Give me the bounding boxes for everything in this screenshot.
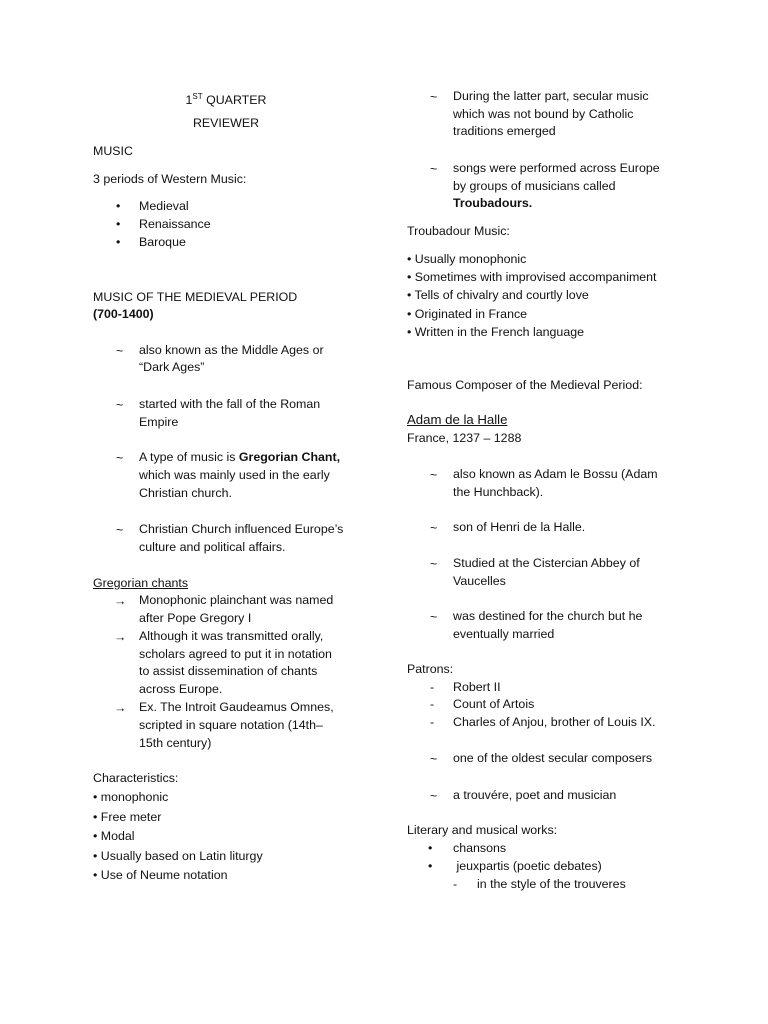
arrow-right-icon: → xyxy=(114,630,127,644)
composer-fact-line: son of Henri de la Halle. xyxy=(453,520,586,534)
patron-item: Robert II xyxy=(453,680,501,694)
period-item: Renaissance xyxy=(139,217,211,231)
tilde-icon: ~ xyxy=(116,344,124,358)
work-subitem: in the style of the trouveres xyxy=(477,877,626,891)
gregorian-heading: Gregorian chants xyxy=(93,576,189,590)
characteristic-item: • Use of Neume notation xyxy=(93,868,228,882)
gregorian-line: 15th century) xyxy=(139,736,212,750)
page-title xyxy=(93,88,359,110)
bullet-icon: • xyxy=(116,217,121,231)
characteristic-item: • Usually based on Latin liturgy xyxy=(93,849,263,863)
secular-fact-line: traditions emerged xyxy=(453,124,556,138)
characteristic-item: • monophonic xyxy=(93,790,169,804)
gregorian-chant-term: Gregorian Chant, xyxy=(238,450,341,464)
troubadour-item: • Usually monophonic xyxy=(407,252,527,266)
troubadour-item: • Written in the French language xyxy=(407,325,584,339)
medieval-heading: MUSIC OF THE MEDIEVAL PERIOD xyxy=(93,290,298,304)
tilde-icon: ~ xyxy=(116,523,124,537)
secular-fact-line: which was not bound by Catholic xyxy=(453,107,634,121)
tilde-icon: ~ xyxy=(430,90,438,104)
arrow-right-icon: → xyxy=(114,594,127,608)
tilde-icon: ~ xyxy=(116,451,124,465)
medieval-fact-line: Christian Church influenced Europe’s xyxy=(139,522,344,536)
composer-fact-line: the Hunchback). xyxy=(453,485,544,499)
gregorian-line: Ex. The Introit Gaudeamus Omnes, xyxy=(139,700,334,714)
tilde-icon: ~ xyxy=(430,521,438,535)
tilde-icon: ~ xyxy=(430,752,438,766)
composer-info: France, 1237 – 1288 xyxy=(407,431,522,445)
composer-fact-line: Vaucelles xyxy=(453,574,506,588)
tilde-icon: ~ xyxy=(430,468,438,482)
medieval-fact-line: “Dark Ages” xyxy=(139,360,205,374)
gregorian-line: scholars agreed to put it in notation xyxy=(139,647,332,661)
tilde-icon: ~ xyxy=(430,789,438,803)
medieval-years: (700-1400) xyxy=(93,307,154,321)
secular-fact-line: During the latter part, secular music xyxy=(453,89,649,103)
medieval-fact-line: also known as the Middle Ages or xyxy=(139,343,324,357)
secular-fact-line: songs were performed across Europe xyxy=(453,161,660,175)
title-rest: QUARTER xyxy=(202,93,267,108)
secular-fact-line: by groups of musicians called xyxy=(453,179,616,193)
medieval-fact-line: which was mainly used in the early xyxy=(139,468,330,482)
characteristic-item: • Modal xyxy=(93,829,135,843)
fact-text: A type of music is xyxy=(139,450,239,464)
tilde-icon: ~ xyxy=(116,398,124,412)
title-number: 1 xyxy=(185,93,193,108)
tilde-icon: ~ xyxy=(430,162,438,176)
gregorian-line: after Pope Gregory I xyxy=(139,611,252,625)
patrons-heading: Patrons: xyxy=(407,662,454,676)
composer-fact-line: was destined for the church but he xyxy=(453,609,643,623)
patron-item: Charles of Anjou, brother of Louis IX. xyxy=(453,715,656,729)
medieval-fact-line: started with the fall of the Roman xyxy=(139,397,321,411)
periods-heading: 3 periods of Western Music: xyxy=(93,172,247,186)
troubadour-item: • Originated in France xyxy=(407,307,528,321)
troubadour-item: • Sometimes with improvised accompaniment xyxy=(407,270,657,284)
characteristic-item: • Free meter xyxy=(93,810,162,824)
works-heading: Literary and musical works: xyxy=(407,823,558,837)
troubadour-item: • Tells of chivalry and courtly love xyxy=(407,288,589,302)
work-item: chansons xyxy=(453,841,507,855)
bullet-icon: • xyxy=(116,235,121,249)
composer-fact-line: one of the oldest secular composers xyxy=(453,751,653,765)
music-label: MUSIC xyxy=(93,144,133,158)
dash-icon: - xyxy=(453,877,458,891)
dash-icon: - xyxy=(430,680,435,694)
dash-icon: - xyxy=(430,715,435,729)
gregorian-line: Although it was transmitted orally, xyxy=(139,629,324,643)
tilde-icon: ~ xyxy=(430,557,438,571)
bullet-icon: • xyxy=(428,841,433,855)
tilde-icon: ~ xyxy=(430,610,438,624)
composer-fact-line: also known as Adam le Bossu (Adam xyxy=(453,467,658,481)
arrow-right-icon: → xyxy=(114,701,127,715)
medieval-fact-line: Empire xyxy=(139,415,179,429)
period-item: Baroque xyxy=(139,235,186,249)
gregorian-line: across Europe. xyxy=(139,682,223,696)
bullet-icon: • xyxy=(428,859,433,873)
composer-fact-line: Studied at the Cistercian Abbey of xyxy=(453,556,640,570)
composer-name: Adam de la Halle xyxy=(407,412,508,427)
medieval-fact-line xyxy=(139,449,340,467)
troubadours-term: Troubadours. xyxy=(453,196,533,210)
troubadour-heading: Troubadour Music: xyxy=(407,224,510,238)
characteristics-heading: Characteristics: xyxy=(93,771,179,785)
page-subtitle: REVIEWER xyxy=(192,116,260,130)
composer-fact-line: eventually married xyxy=(453,627,555,641)
composer-heading: Famous Composer of the Medieval Period: xyxy=(407,378,643,392)
bullet-icon: • xyxy=(116,199,121,213)
title-superscript: ST xyxy=(192,92,203,101)
work-item: jeuxpartis (poetic debates) xyxy=(453,859,602,873)
dash-icon: - xyxy=(430,697,435,711)
gregorian-line: scripted in square notation (14th– xyxy=(139,718,323,732)
gregorian-line: to assist dissemination of chants xyxy=(139,664,318,678)
period-item: Medieval xyxy=(139,199,189,213)
composer-fact-line: a trouvére, poet and musician xyxy=(453,788,617,802)
medieval-fact-line: Christian church. xyxy=(139,486,232,500)
patron-item: Count of Artois xyxy=(453,697,535,711)
medieval-fact-line: culture and political affairs. xyxy=(139,540,286,554)
gregorian-line: Monophonic plainchant was named xyxy=(139,593,334,607)
